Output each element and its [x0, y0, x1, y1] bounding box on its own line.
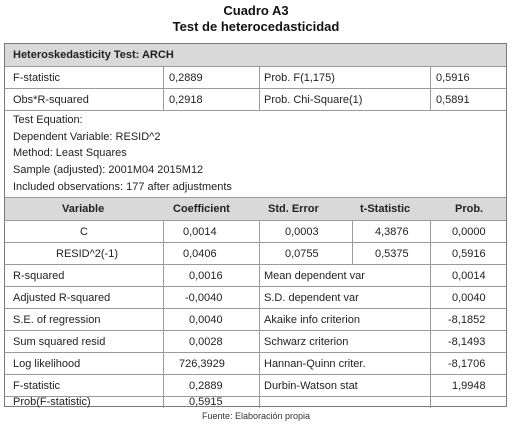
coef-variable: C	[80, 226, 88, 238]
stat-label-2: Prob. F(1,175)	[264, 72, 335, 84]
stat-value: 0,2918	[169, 94, 203, 106]
coef-t-statistic: 4,3876	[375, 226, 409, 238]
summary-value-2: -8,1493	[448, 336, 486, 348]
info-line: Included observations: 177 after adjustments	[13, 181, 232, 193]
col-header-prob: Prob.	[455, 203, 484, 215]
summary-label: S.E. of regression	[13, 314, 101, 326]
summary-value: -0,0040	[185, 292, 223, 304]
summary-value: 726,3929	[179, 358, 225, 370]
test-header-row	[5, 44, 506, 66]
summary-value: 0,0040	[189, 314, 223, 326]
col-header-std-error: Std. Error	[268, 203, 319, 215]
info-line: Method: Least Squares	[13, 147, 127, 159]
summary-label: Adjusted R-squared	[13, 292, 111, 304]
stat-label: F-statistic	[13, 72, 61, 84]
summary-value-2: 1,9948	[452, 380, 486, 392]
summary-value-2: -8,1852	[448, 314, 486, 326]
coef-t-statistic: 0,5375	[375, 248, 409, 260]
summary-value: 0,0016	[189, 270, 223, 282]
col-header-coefficient: Coefficient	[173, 203, 230, 215]
summary-label-2: Hannan-Quinn criter.	[264, 358, 366, 370]
stat-label: Obs*R-squared	[13, 94, 89, 106]
summary-label: Log likelihood	[13, 358, 81, 370]
info-line: Dependent Variable: RESID^2	[13, 131, 161, 143]
info-line: Test Equation:	[13, 114, 83, 126]
stat-value-2: 0,5916	[436, 72, 470, 84]
info-line: Sample (adjusted): 2001M04 2015M12	[13, 164, 204, 176]
coef-header-row	[5, 198, 506, 220]
col-header-variable: Variable	[62, 203, 105, 215]
summary-value: 0,0028	[189, 336, 223, 348]
coef-coefficient: 0,0406	[183, 248, 217, 260]
summary-value-2: -8,1706	[448, 358, 486, 370]
coef-coefficient: 0,0014	[183, 226, 217, 238]
source-footer: Fuente: Elaboración propia	[201, 411, 311, 421]
test-header: Heteroskedasticity Test: ARCH	[13, 49, 174, 61]
coef-std-error: 0,0755	[285, 248, 319, 260]
summary-label-2: S.D. dependent var	[264, 292, 359, 304]
coef-prob: 0,0000	[452, 226, 486, 238]
stat-value: 0,2889	[169, 72, 203, 84]
table-subtitle: Test de heterocedasticidad	[172, 19, 340, 34]
coef-variable: RESID^2(-1)	[56, 248, 119, 260]
summary-label: Sum squared resid	[13, 336, 106, 348]
summary-label-2: Schwarz criterion	[264, 336, 349, 348]
summary-label-2: Akaike info criterion	[264, 314, 360, 326]
coef-prob: 0,5916	[452, 248, 486, 260]
summary-label-2: Mean dependent var	[264, 270, 365, 282]
col-header-t-statistic: t-Statistic	[360, 203, 411, 215]
stat-value-2: 0,5891	[436, 94, 470, 106]
summary-label-2: Durbin-Watson stat	[264, 380, 358, 392]
summary-value: 0,5915	[189, 396, 223, 408]
results-table	[4, 43, 507, 407]
table-title: Cuadro A3	[223, 3, 289, 18]
stat-label-2: Prob. Chi-Square(1)	[264, 94, 363, 106]
summary-label: F-statistic	[13, 380, 61, 392]
summary-value: 0,2889	[189, 380, 223, 392]
summary-value-2: 0,0040	[452, 292, 486, 304]
summary-label: R-squared	[13, 270, 65, 282]
coef-std-error: 0,0003	[285, 226, 319, 238]
summary-value-2: 0,0014	[452, 270, 486, 282]
summary-label: Prob(F-statistic)	[13, 396, 91, 408]
